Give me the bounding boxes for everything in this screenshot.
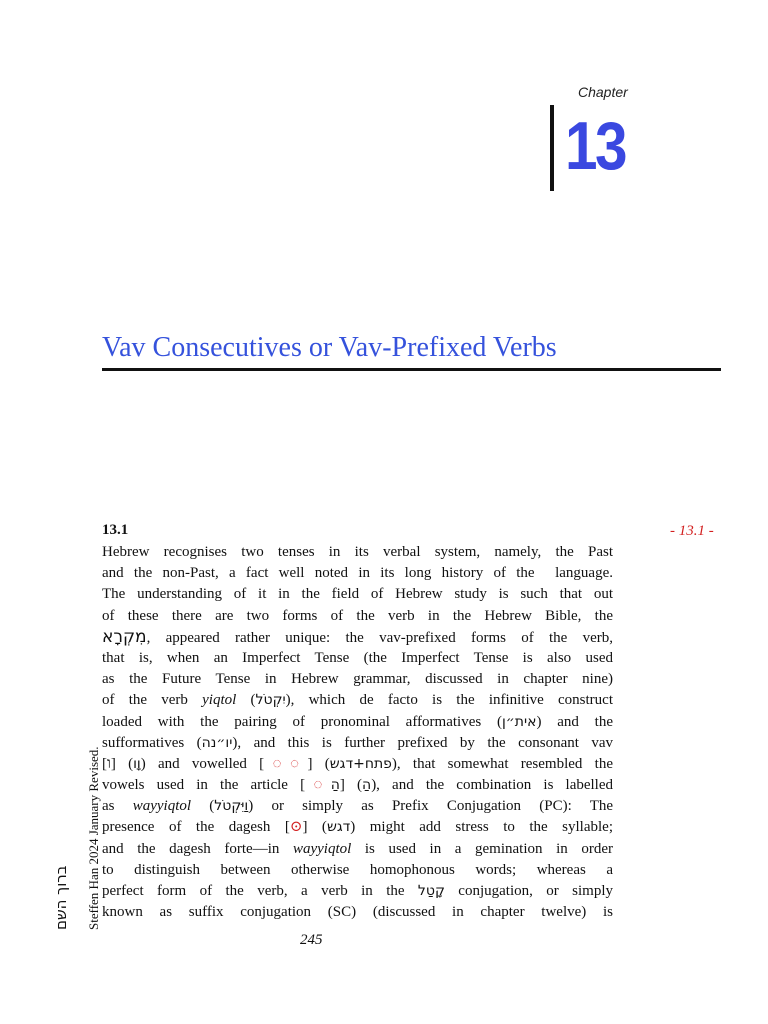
section-marginal-label: - 13.1 - [670,523,714,539]
title-rule [102,368,721,371]
body-line: known as suffix conjugation (SC) (discussed in chapter twelve) is [102,904,613,921]
body-line: The understanding of it in the field of Hebrew study is such that out [102,586,613,603]
body-line: that is, when an Imperfect Tense (the Imperfect Tense is also used [102,649,613,666]
body-line: presence of the dagesh [⊙] (דגש) might add stress to the syllable; [102,819,613,836]
hebrew-word: הַ [330,777,340,794]
hebrew-word: וַיִּקְטֹל [214,798,249,815]
hebrew-word: אית״ן [501,713,537,730]
body-line: sufformatives (יו״נה), and this is further prefixed by the consonant vav [102,734,614,751]
chapter-bar [550,105,554,191]
chapter-title: Vav Consecutives or Vav-Prefixed Verbs [102,332,557,363]
hebrew-word: דגש [326,819,351,836]
dagesh-marker: ⊙ [289,819,303,836]
body-line: perfect form of the verb, a verb in the קָטַל conjugation, or simply [102,883,613,899]
body-line: of the verb yiqtol (יִקְטֹל), which de facto is the infinitive construct [102,692,614,709]
body-line: as wayyiqtol (וַיִּקְטֹל) or simply as Prefix Conjugation (PC): The [102,798,614,815]
hebrew-word: וָו [133,755,141,772]
body-line: and the non-Past, a fact well noted in its long history of the language. [102,565,613,582]
vowel-marker: ◌◌ [264,755,308,772]
body-line: מִקְרָא, appeared rather unique: the vav-prefixed forms of the verb, [102,626,613,647]
chapter-label: Chapter [578,84,628,100]
side-credit: Steffen Han 2024 January Revised. [86,746,101,930]
body-line: as the Future Tense in Hebrew grammar, discussed in chapter nine) [102,671,613,688]
hebrew-word: יו״נה [201,734,233,751]
section-number: 13.1 [102,522,129,538]
hebrew-word: הַ [362,777,372,794]
vowel-marker: ◌ [305,777,331,794]
body-line: and the dagesh forte—in wayyiqtol is used in a gemination in order [102,840,613,857]
body-line: loaded with the pairing of pronominal afformatives (אית״ן) and the [102,713,613,730]
page-number: 245 [300,932,323,948]
body-line: vowels used in the article [◌הַ] (הַ), and the combination is labelled [102,777,614,794]
body-line: Hebrew recognises two tenses in its verbal system, namely, the Past [102,544,613,560]
hebrew-word: מִקְרָא [102,626,147,647]
body-line: to distinguish between otherwise homophonous words; whereas a [102,861,613,878]
body-text [102,542,613,923]
chapter-number: 13 [565,108,625,184]
body-line: [ו] (וָו) and vowelled [◌◌] (פתח+דגש), that somewhat resembled the [102,755,613,772]
hebrew-word: פתח+דגש [329,755,392,772]
body-line: of these there are two forms of the verb in the Hebrew Bible, the [102,607,613,624]
hebrew-word: קָטַל [417,883,445,899]
side-blessing: ברוך השם [52,865,70,930]
hebrew-word: יִקְטֹל [255,692,286,709]
